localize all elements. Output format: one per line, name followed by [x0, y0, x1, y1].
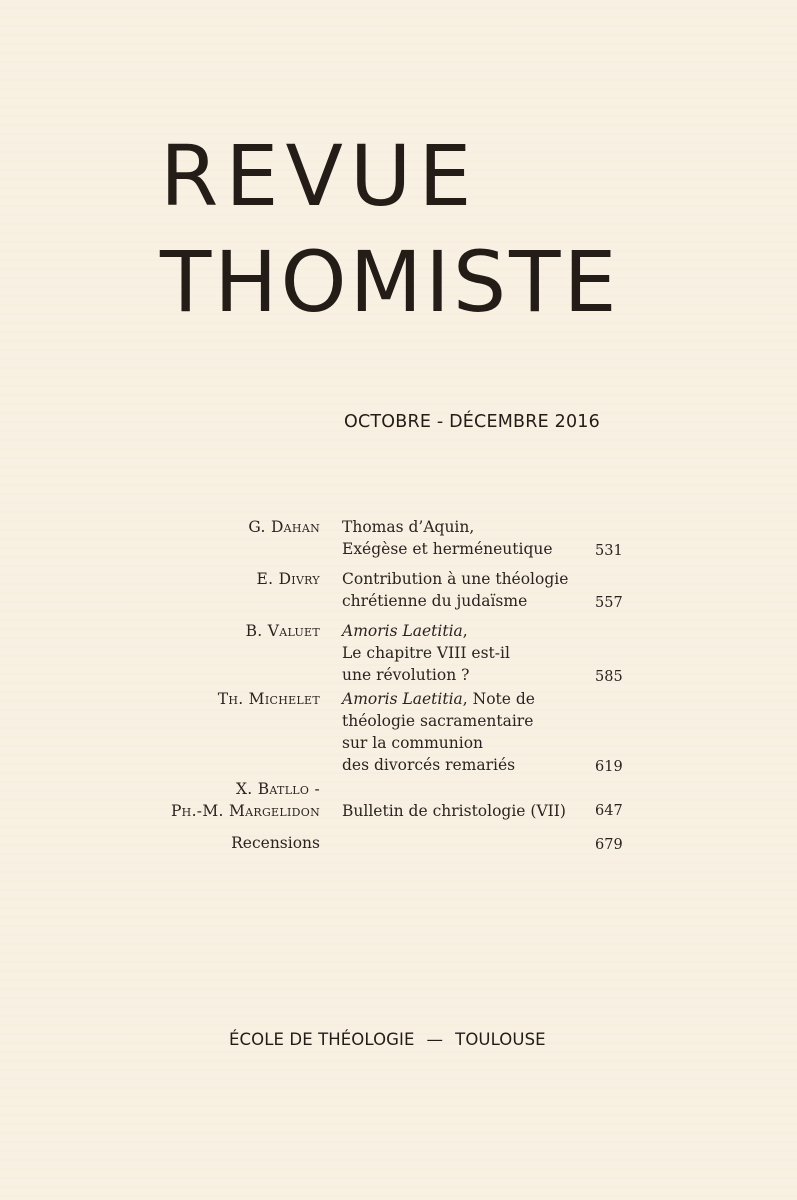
journal-title-line-1: REVUE [160, 127, 479, 225]
toc-page-number: 585 [595, 669, 623, 685]
toc-title: Bulletin de christologie (VII) [342, 802, 566, 820]
toc-page-number: 619 [595, 759, 623, 775]
publisher-city: TOULOUSE [455, 1030, 546, 1049]
toc-author: X. Batllo - Ph.-M. Margelidon [170, 780, 320, 820]
toc-title: Thomas d’Aquin, Exégèse et herméneutique [342, 518, 553, 558]
toc-author: E. Divry [256, 570, 320, 588]
toc-author: Recensions [231, 834, 320, 852]
journal-title-line-2: THOMISTE [160, 233, 620, 331]
publisher-footer [229, 1030, 546, 1049]
toc-author: G. Dahan [248, 518, 320, 536]
toc-title: Amoris Laetitia, Note de théologie sacramentaire sur la communion des divorcés remariés [342, 690, 535, 774]
toc-title: Amoris Laetitia, Le chapitre VIII est-il une révolution ? [342, 622, 510, 684]
footer-dash: — [426, 1030, 444, 1049]
toc-author: Th. Michelet [217, 690, 320, 708]
toc-page-number: 557 [595, 595, 623, 611]
toc-title: Contribution à une théologie chrétienne du judaïsme [342, 570, 569, 610]
issue-period: OCTOBRE - DÉCEMBRE 2016 [344, 412, 600, 432]
toc-page-number: 531 [595, 543, 623, 559]
toc-author: B. Valuet [245, 622, 320, 640]
publisher-name: ÉCOLE DE THÉOLOGIE [229, 1030, 415, 1049]
toc-page-number: 647 [595, 803, 623, 819]
toc-page-number: 679 [595, 837, 623, 853]
